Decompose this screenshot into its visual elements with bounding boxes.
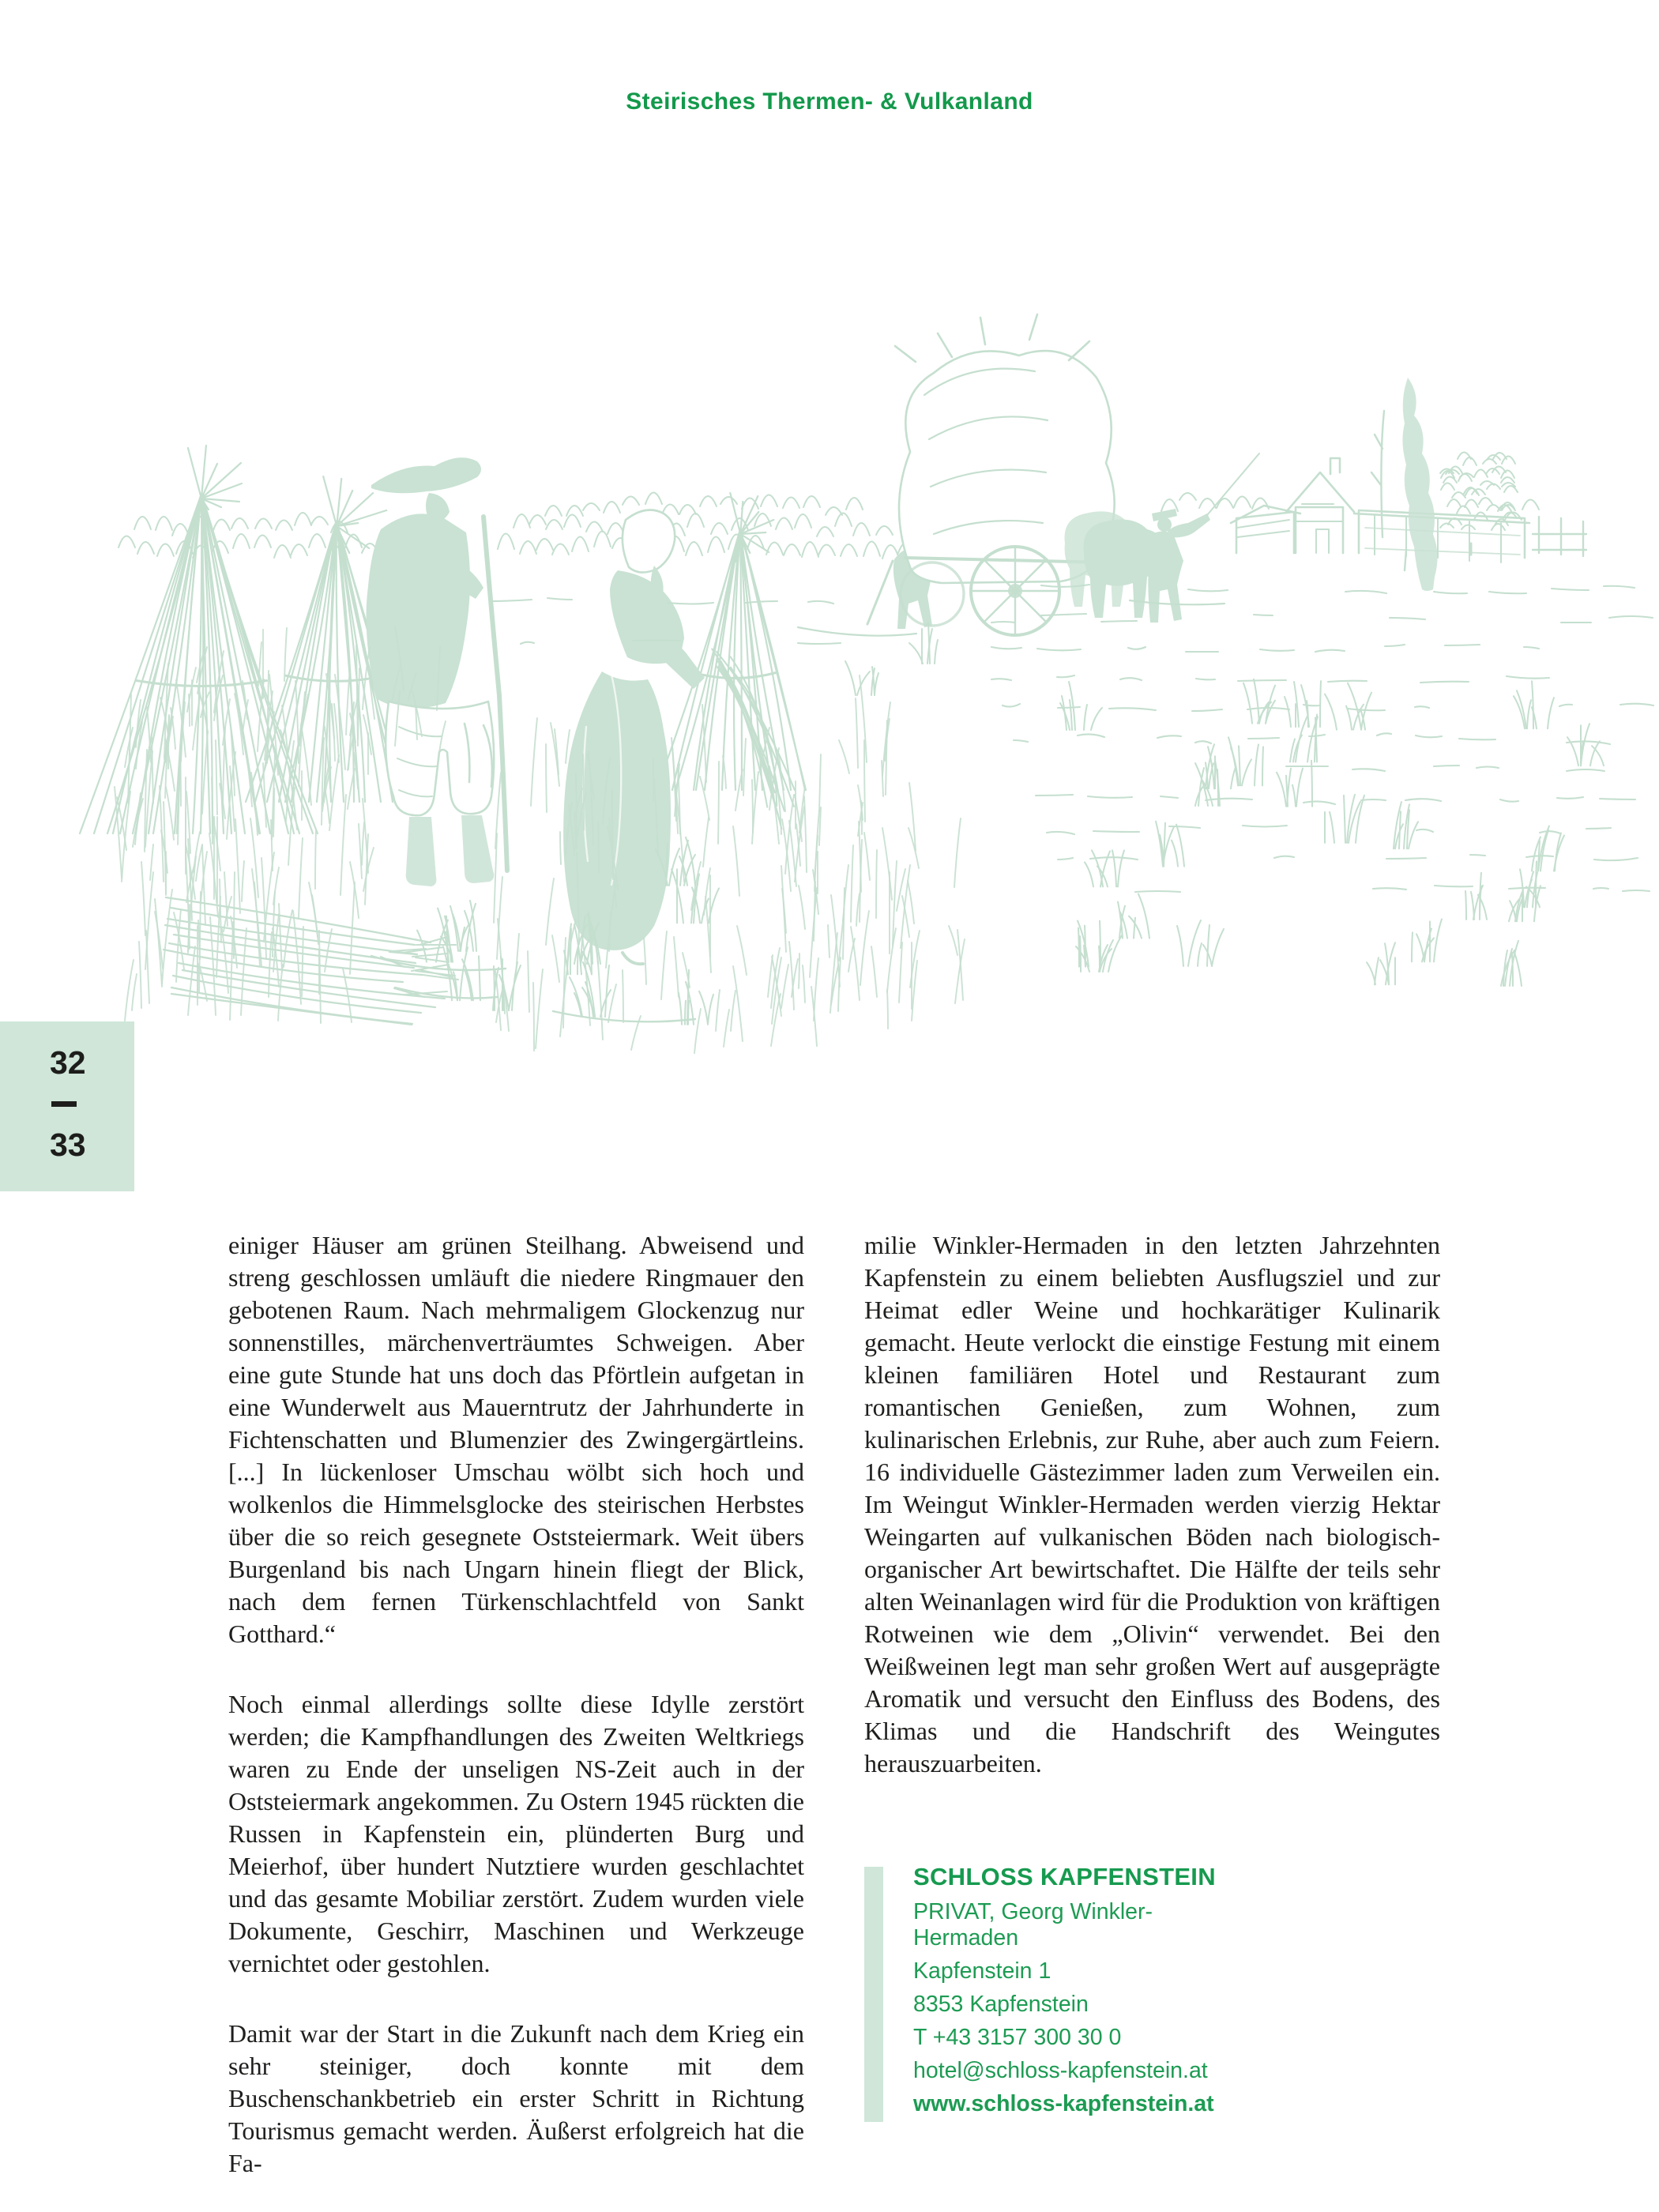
contact-phone: T +43 3157 300 30 0 — [913, 2025, 1122, 2050]
contact-address-city: 8353 Kapfenstein — [913, 1992, 1089, 2017]
woman-figure — [563, 510, 705, 965]
page-number-separator-dash — [51, 1101, 77, 1107]
wagon-driver-figure — [1147, 509, 1210, 623]
contact-address-street: Kapfenstein 1 — [913, 1958, 1051, 1984]
contact-owner-line1: PRIVAT, Georg Winkler- — [913, 1899, 1153, 1924]
bushy-tree — [1440, 453, 1518, 555]
whip-line — [1207, 453, 1259, 515]
field-worker-rake — [867, 561, 893, 624]
left-column — [228, 1229, 804, 2180]
right-column — [864, 1229, 1440, 2180]
contact-owner-line2: Hermaden — [913, 1925, 1019, 1951]
contact-body — [864, 1864, 1253, 2117]
man-trousers — [386, 702, 494, 815]
paragraph: einiger Häuser am grünen Steilhang. Abweisend und streng geschlossen umläuft die niedere Ringmauer den gebotenen Raum. Nach mehrmaligem Glockenzug nur sonnenstilles, märchenverträumtes Schweigen. Aber eine gute Stunde hat uns doch das Pförtlein aufgetan in eine Wunderwelt aus Mauerntrutz der Jahrhunderte in Fichtenschatten und Blumenzier des Zwingergärtleins. [...] In lückenloser Umschau wölbt sich hoch und wolkenlos die Himmelsglocke des steirischen Herbstes über die so reich gesegnete Oststeiermark. Weit übers Burgenland bis nach Ungarn hinein fliegt der Blick, nach dem fernen Türkenschlachtfeld von Sankt Gotthard.“ — [228, 1231, 804, 1648]
paragraph: Damit war der Start in die Zukunft nach dem Krieg ein sehr steiniger, doch konnte mit dem Buschenschankbetrieb ein erster Schritt in Richtung Tourismus gemacht werden. Äußerst erfolgreich hat die Fa- — [228, 2019, 804, 2177]
page-number-badge — [0, 1021, 134, 1191]
harvest-scene-illustration — [71, 198, 1659, 1066]
contact-card — [864, 1864, 1440, 2117]
contact-email-link[interactable]: hotel@schloss-kapfenstein.at — [913, 2058, 1208, 2083]
paragraph: milie Winkler-Hermaden in den letzten Jahrzehnten Kapfenstein zu einem beliebten Ausflugsziel und zur Heimat edler Weine und hochkarätiger Kulinarik gemacht. Heute verlockt die einstige Festung mit einem kleinen familiären Hotel und Restaurant zum romantischen Genießen, zum Wohnen, zum kulinarischen Erlebnis, zur Ruhe, aber auch zum Feiern. 16 individuelle Gästezimmer laden zum Verweilen ein. Im Weingut Winkler-Hermaden werden vierzig Hektar Weingarten auf vulkanischen Böden nach biologisch-organischer Art bewirtschaftet. Die Hälfte der teils sehr alten Weinanlagen wird für die Produktion von kräftigen Rotweinen wie dem „Olivin“ verwendet. Bei den Weißweinen legt man sehr großen Wert auf ausgeprägte Aromatik und versucht den Einfluss des Bodens, des Klimas und die Handschrift des Weingutes herauszuarbeiten. — [864, 1231, 1440, 1778]
page-number-bottom: 33 — [50, 1127, 86, 1163]
poplar-tree — [1371, 378, 1438, 591]
contact-name: SCHLOSS KAPFENSTEIN — [913, 1863, 1216, 1890]
article-body — [228, 1229, 1440, 2180]
page-title: Steirisches Thermen- & Vulkanland — [626, 88, 1033, 115]
man-figure — [367, 457, 495, 886]
contact-accent-bar — [864, 1867, 883, 2122]
paragraph: Noch einmal allerdings sollte diese Idylle zerstört werden; die Kampfhandlungen des Zweiten Weltkriegs waren zu Ende der unseligen NS-Zeit auch in der Oststeiermark angekommen. Zu Ostern 1945 rückten die Russen in Kapfenstein ein, plünderten Burg und Meierhof, über hundert Nutztiere wurden geschlachtet und das gesamte Mobiliar zerstört. Zudem wurden viele Dokumente, Geschirr, Maschinen und Werkzeuge vernichtet oder gestohlen. — [228, 1690, 804, 1977]
man-staff — [483, 517, 507, 871]
page-number-top: 32 — [50, 1044, 86, 1081]
contact-website-link[interactable]: www.schloss-kapfenstein.at — [913, 2091, 1214, 2116]
